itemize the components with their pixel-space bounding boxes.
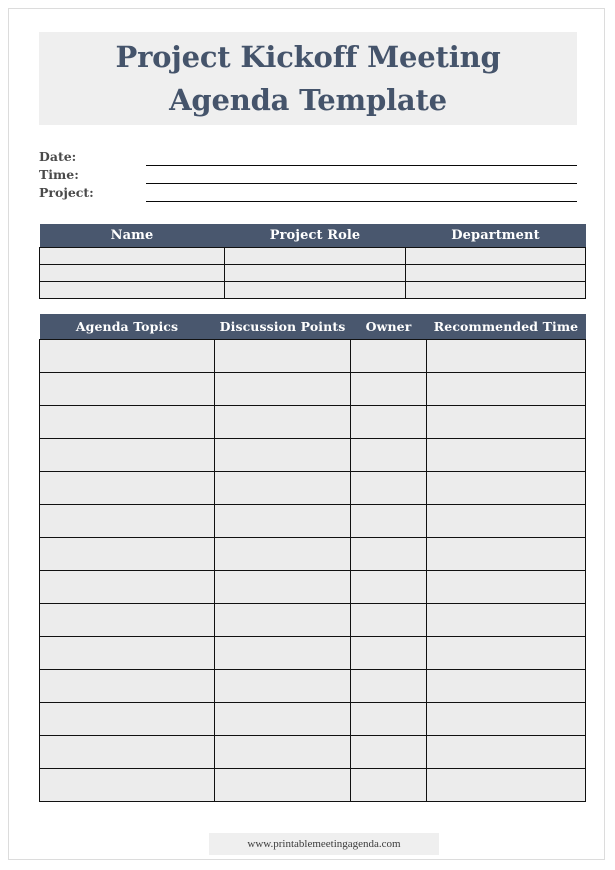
table-cell[interactable] <box>40 282 225 299</box>
table-cell[interactable] <box>40 265 225 282</box>
table-cell[interactable] <box>351 472 427 505</box>
table-cell[interactable] <box>351 538 427 571</box>
table-cell[interactable] <box>215 670 351 703</box>
table-row <box>40 472 586 505</box>
table-cell[interactable] <box>427 670 586 703</box>
table-cell[interactable] <box>351 340 427 373</box>
table-cell[interactable] <box>427 505 586 538</box>
table-cell[interactable] <box>351 736 427 769</box>
time-label: Time: <box>39 167 79 182</box>
table-cell[interactable] <box>427 340 586 373</box>
date-label: Date: <box>39 149 77 164</box>
table-cell[interactable] <box>40 472 215 505</box>
table-row <box>40 406 586 439</box>
table-cell[interactable] <box>215 472 351 505</box>
table-cell[interactable] <box>215 340 351 373</box>
footer-band <box>209 833 439 855</box>
table-cell[interactable] <box>351 571 427 604</box>
table-cell[interactable] <box>40 769 215 802</box>
title-band <box>39 32 577 125</box>
table-cell[interactable] <box>351 373 427 406</box>
column-header-owner: Owner <box>351 314 427 340</box>
table-cell[interactable] <box>40 736 215 769</box>
table-row <box>40 340 586 373</box>
table-cell[interactable] <box>40 637 215 670</box>
table-cell[interactable] <box>215 505 351 538</box>
table-row <box>40 571 586 604</box>
column-header-project-role: Project Role <box>225 224 406 248</box>
table-cell[interactable] <box>215 406 351 439</box>
table-cell[interactable] <box>406 248 586 265</box>
table-cell[interactable] <box>427 769 586 802</box>
table-cell[interactable] <box>225 265 406 282</box>
table-cell[interactable] <box>40 703 215 736</box>
table-cell[interactable] <box>427 604 586 637</box>
project-label: Project: <box>39 185 94 200</box>
column-header-discussion-points: Discussion Points <box>215 314 351 340</box>
table-row <box>40 373 586 406</box>
time-input-line[interactable] <box>146 183 577 184</box>
table-row <box>40 604 586 637</box>
participants-header-row <box>40 224 586 248</box>
table-cell[interactable] <box>215 703 351 736</box>
table-row <box>40 248 586 265</box>
table-cell[interactable] <box>427 538 586 571</box>
table-cell[interactable] <box>225 282 406 299</box>
table-cell[interactable] <box>427 637 586 670</box>
agenda-table <box>39 314 586 802</box>
column-header-department: Department <box>406 224 586 248</box>
table-cell[interactable] <box>427 439 586 472</box>
table-cell[interactable] <box>215 604 351 637</box>
table-cell[interactable] <box>40 248 225 265</box>
table-cell[interactable] <box>351 769 427 802</box>
table-cell[interactable] <box>427 406 586 439</box>
table-row <box>40 637 586 670</box>
meta-row-time <box>39 167 577 185</box>
table-row <box>40 265 586 282</box>
table-cell[interactable] <box>351 637 427 670</box>
page-title: Project Kickoff Meeting Agenda Template <box>115 40 501 117</box>
table-cell[interactable] <box>215 571 351 604</box>
table-row <box>40 670 586 703</box>
table-row <box>40 439 586 472</box>
table-cell[interactable] <box>40 604 215 637</box>
column-header-recommended-time: Recommended Time <box>427 314 586 340</box>
table-row <box>40 538 586 571</box>
table-cell[interactable] <box>351 439 427 472</box>
table-row <box>40 505 586 538</box>
table-cell[interactable] <box>427 703 586 736</box>
table-cell[interactable] <box>351 406 427 439</box>
table-cell[interactable] <box>40 340 215 373</box>
column-header-name: Name <box>40 224 225 248</box>
document-page <box>8 8 605 860</box>
table-cell[interactable] <box>427 472 586 505</box>
meta-row-project <box>39 185 577 203</box>
table-cell[interactable] <box>215 439 351 472</box>
date-input-line[interactable] <box>146 165 577 166</box>
table-cell[interactable] <box>225 248 406 265</box>
table-cell[interactable] <box>40 538 215 571</box>
table-cell[interactable] <box>40 406 215 439</box>
meta-row-date <box>39 149 577 167</box>
participants-table <box>39 224 586 299</box>
table-cell[interactable] <box>406 282 586 299</box>
table-cell[interactable] <box>427 736 586 769</box>
table-row <box>40 769 586 802</box>
table-cell[interactable] <box>351 703 427 736</box>
table-cell[interactable] <box>215 538 351 571</box>
table-row <box>40 282 586 299</box>
table-cell[interactable] <box>406 265 586 282</box>
column-header-agenda-topics: Agenda Topics <box>40 314 215 340</box>
table-cell[interactable] <box>40 439 215 472</box>
table-cell[interactable] <box>351 604 427 637</box>
footer-url: www.printablemeetingagenda.com <box>247 838 401 850</box>
table-cell[interactable] <box>427 571 586 604</box>
agenda-header-row <box>40 314 586 340</box>
table-cell[interactable] <box>215 373 351 406</box>
table-row <box>40 736 586 769</box>
table-cell[interactable] <box>351 505 427 538</box>
meta-fields <box>39 149 577 203</box>
table-cell[interactable] <box>427 373 586 406</box>
table-cell[interactable] <box>215 637 351 670</box>
table-cell[interactable] <box>40 571 215 604</box>
project-input-line[interactable] <box>146 201 577 202</box>
table-row <box>40 703 586 736</box>
table-cell[interactable] <box>40 373 215 406</box>
table-cell[interactable] <box>215 736 351 769</box>
table-cell[interactable] <box>215 769 351 802</box>
table-cell[interactable] <box>351 670 427 703</box>
table-cell[interactable] <box>40 505 215 538</box>
table-cell[interactable] <box>40 670 215 703</box>
